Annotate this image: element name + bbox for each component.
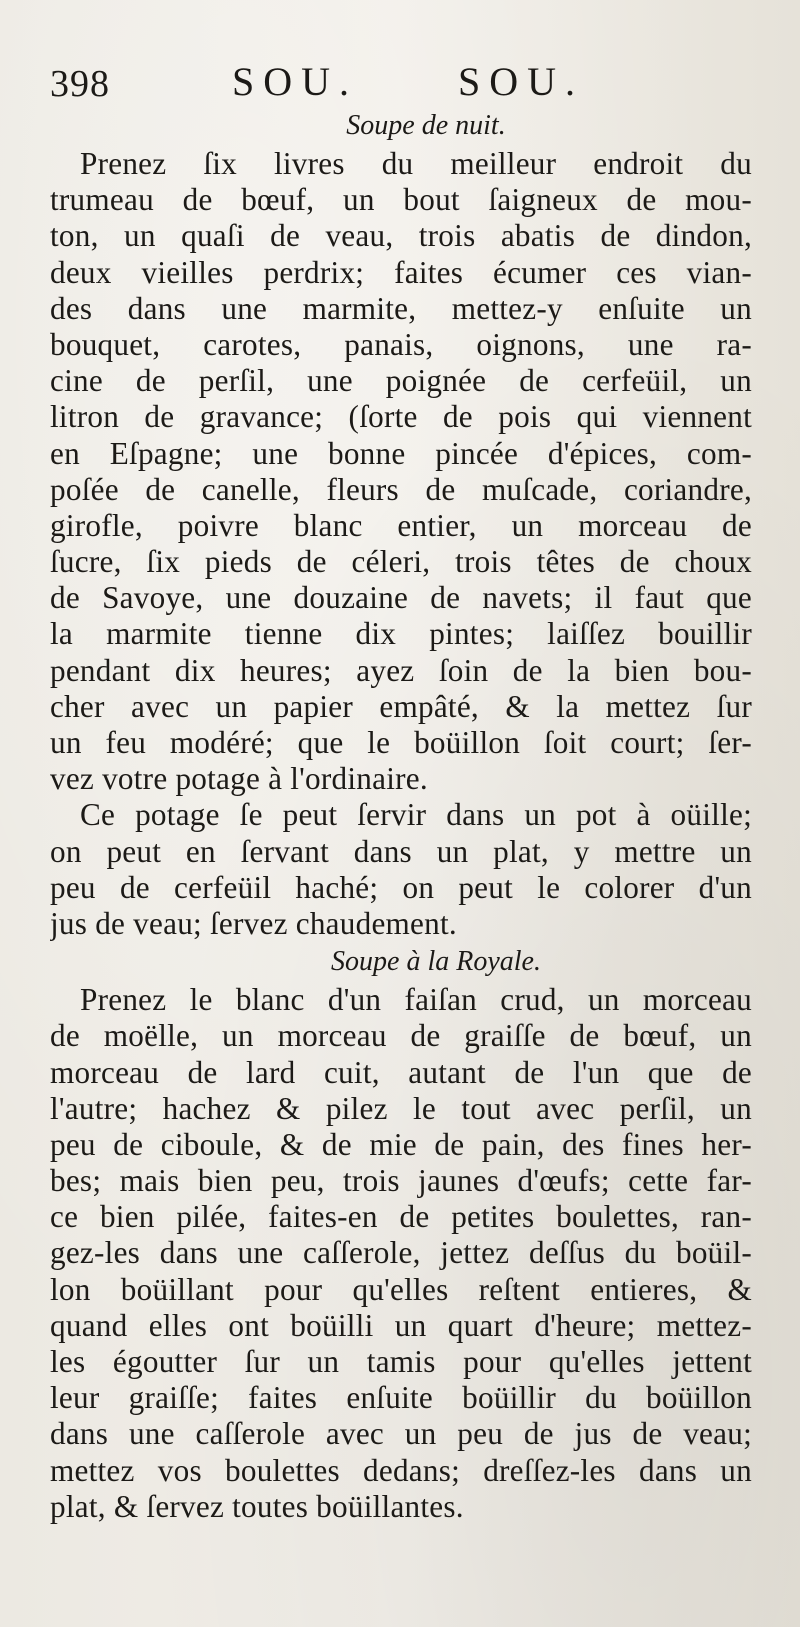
paragraph [50, 982, 752, 1525]
text-line: litron de gravance; (ſorte de pois qui viennent [50, 399, 752, 435]
text-line: les égoutter ſur un tamis pour qu'elles jettent [50, 1344, 752, 1379]
text-line: Prenez le blanc d'un faiſan crud, un morceau [80, 982, 752, 1018]
paragraph [50, 146, 752, 797]
text-line: ſucre, ſix pieds de céleri, trois têtes de choux [50, 544, 752, 580]
text-line: ce bien pilée, faites-en de petites boulettes, ran- [50, 1199, 752, 1235]
text-line: dans une caſſerole avec un peu de jus de veau; [50, 1416, 752, 1452]
text-line: la marmite tienne dix pintes; laiſſez bouillir [50, 616, 752, 652]
text-line: plat, & ſervez toutes boüillantes. [50, 1488, 464, 1524]
text-line: cine de perſil, une poignée de cerfeüil, un [50, 363, 752, 399]
text-line: morceau de lard cuit, autant de l'un que de [50, 1054, 752, 1090]
section-title: Soupe de nuit. [346, 110, 506, 141]
running-head-right: SOU. [458, 59, 585, 104]
text-line: mettez vos boulettes dedans; dreſſez-les dans un [50, 1452, 752, 1488]
section-title: Soupe à la Royale. [331, 946, 541, 978]
text-line: girofle, poivre blanc entier, un morceau de [50, 507, 752, 543]
text-line: leur graiſſe; faites enſuite boüillir du boüillon [50, 1380, 752, 1416]
text-line: bes; mais bien peu, trois jaunes d'œufs; cette far- [50, 1163, 752, 1199]
text-line: cher avec un papier empâté, & la mettez ſur [50, 688, 752, 724]
text-line: de moëlle, un morceau de graiſſe de bœuf, un [50, 1018, 752, 1054]
text-line: poſée de canelle, fleurs de muſcade, coriandre, [50, 471, 752, 507]
text-line: ton, un quaſi de veau, trois abatis de dindon, [50, 218, 752, 254]
text-line: vez votre potage à l'ordinaire. [50, 761, 428, 797]
text-line: pendant dix heures; ayez ſoin de la bien bou- [50, 652, 752, 688]
running-head [50, 52, 752, 110]
text-line: en Eſpagne; une bonne pincée d'épices, com- [50, 435, 752, 471]
text-line: quand elles ont boüilli un quart d'heure; mettez- [50, 1307, 752, 1343]
running-head-left: SOU. [232, 59, 359, 104]
text-line: l'autre; hachez & pilez le tout avec perſil, un [50, 1090, 752, 1126]
text-line: lon boüillant pour qu'elles reſtent entieres, & [50, 1271, 752, 1307]
text-line: un feu modéré; que le boüillon ſoit court; ſer- [50, 725, 752, 760]
text-line: jus de veau; ſervez chaudement. [50, 905, 457, 941]
text-line: des dans une marmite, mettez-y enſuite un [50, 290, 752, 326]
text-line: peu de cerfeüil haché; on peut le colorer d'un [50, 869, 752, 905]
paragraph [50, 797, 752, 942]
text-line: Ce potage ſe peut ſervir dans un pot à oüille; [80, 797, 752, 833]
text-line: trumeau de bœuf, un bout ſaigneux de mou- [50, 182, 752, 218]
text-line: bouquet, carotes, panais, oignons, une ra- [50, 326, 752, 362]
text-line: de Savoye, une douzaine de navets; il faut que [50, 580, 752, 616]
text-line: peu de ciboule, & de mie de pain, des fines her- [50, 1126, 752, 1162]
text-line: Prenez ſix livres du meilleur endroit du [80, 146, 752, 181]
text-line: deux vieilles perdrix; faites écumer ces vian- [50, 254, 752, 290]
text-line: gez-les dans une caſſerole, jettez deſſus du boüil- [50, 1235, 752, 1271]
page-number: 398 [50, 63, 110, 105]
text-line: on peut en ſervant dans un plat, y mettre un [50, 833, 752, 869]
